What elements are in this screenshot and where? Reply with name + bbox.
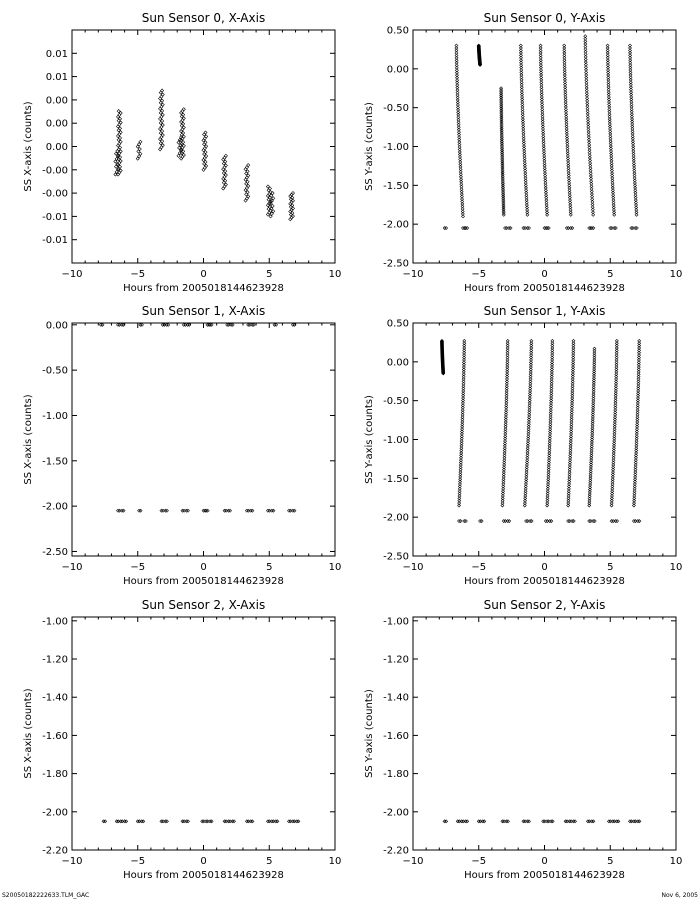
- y-tick-label: -1.50: [42, 456, 68, 468]
- data-point: [160, 115, 163, 118]
- x-tick-label: −10: [402, 856, 424, 867]
- x-tick-label: 10: [669, 269, 683, 280]
- y-axis-label: SS X-axis (counts): [23, 101, 34, 192]
- y-tick-label: -1.00: [383, 616, 409, 628]
- y-tick-label: 0.00: [45, 142, 68, 153]
- y-tick-label: -1.00: [42, 616, 68, 628]
- data-point: [181, 128, 184, 131]
- y-tick-label: -2.00: [383, 219, 409, 231]
- y-tick-label: -0.50: [42, 365, 68, 377]
- y-tick-label: -1.40: [383, 692, 409, 704]
- data-point: [203, 147, 206, 150]
- y-tick-label: -1.80: [383, 769, 409, 781]
- footer-file-label: S20050182222633.TLM_GAC: [2, 892, 90, 899]
- y-tick-label: -1.00: [42, 410, 68, 422]
- x-tick-label: 10: [328, 856, 342, 867]
- data-point: [245, 176, 248, 179]
- plot-frame: [72, 617, 335, 850]
- x-tick-label: 5: [607, 562, 614, 573]
- plot-frame: [72, 323, 335, 556]
- panel-title: Sun Sensor 0, Y-Axis: [483, 11, 606, 25]
- panel-title: Sun Sensor 1, Y-Axis: [483, 304, 606, 318]
- x-tick-label: −5: [130, 562, 146, 573]
- y-axis-label: SS X-axis (counts): [23, 394, 34, 485]
- y-tick-label: 0.50: [386, 318, 409, 330]
- data-point: [118, 113, 121, 116]
- panel-title: Sun Sensor 1, X-Axis: [141, 304, 266, 318]
- data-point: [181, 109, 184, 112]
- y-tick-label: -0.00: [42, 188, 68, 200]
- y-axis-label: SS Y-axis (counts): [364, 102, 375, 191]
- y-tick-label: -2.20: [383, 845, 409, 857]
- x-tick-label: −10: [61, 856, 83, 867]
- data-point: [245, 166, 248, 169]
- x-tick-label: −5: [471, 562, 487, 573]
- data-point: [160, 89, 163, 92]
- panel-title: Sun Sensor 2, X-Axis: [141, 598, 266, 612]
- data-point: [202, 168, 205, 171]
- x-tick-label: −5: [130, 269, 146, 280]
- y-axis-label: SS X-axis (counts): [23, 688, 34, 779]
- y-tick-label: -1.00: [383, 142, 409, 153]
- x-tick-label: 5: [266, 562, 273, 573]
- y-tick-label: -1.50: [383, 473, 409, 485]
- x-axis-label: Hours from 2005018144623928: [123, 870, 284, 881]
- data-point: [160, 136, 163, 139]
- x-tick-label: −10: [402, 562, 424, 573]
- y-tick-label: -2.00: [42, 807, 68, 819]
- y-tick-label: -1.60: [42, 730, 68, 742]
- x-tick-label: 5: [607, 856, 614, 867]
- x-tick-label: 0: [200, 562, 207, 573]
- data-point: [245, 186, 248, 189]
- y-tick-label: 0.00: [386, 357, 409, 369]
- data-point: [244, 199, 247, 202]
- panel-ss2-y: [364, 598, 682, 881]
- y-tick-label: -0.01: [42, 235, 68, 247]
- x-axis-label: Hours from 2005018144623928: [464, 576, 625, 587]
- footer-date-label: Nov 6, 2005: [661, 892, 698, 899]
- x-tick-label: 5: [266, 856, 273, 867]
- x-axis-label: Hours from 2005018144623928: [123, 283, 284, 294]
- x-tick-label: 10: [328, 269, 342, 280]
- y-tick-label: 0.00: [45, 95, 68, 107]
- y-tick-label: -0.00: [42, 165, 68, 177]
- y-tick-label: -2.00: [42, 501, 68, 513]
- data-point: [180, 157, 183, 160]
- data-point: [224, 154, 227, 157]
- plot-frame: [413, 617, 676, 850]
- x-tick-label: 5: [266, 269, 273, 280]
- y-tick-label: -0.50: [383, 103, 409, 115]
- y-tick-label: -1.20: [383, 654, 409, 666]
- y-tick-label: 0.00: [45, 118, 68, 130]
- data-point: [181, 155, 184, 158]
- x-tick-label: −10: [61, 562, 83, 573]
- x-axis-label: Hours from 2005018144623928: [464, 870, 625, 881]
- x-tick-label: 0: [200, 856, 207, 867]
- y-tick-label: -1.80: [42, 769, 68, 781]
- y-tick-label: -1.60: [383, 730, 409, 742]
- y-tick-label: -1.40: [42, 692, 68, 704]
- x-tick-label: 10: [328, 562, 342, 573]
- y-tick-label: 0.00: [45, 320, 68, 332]
- x-tick-label: 10: [669, 856, 683, 867]
- y-tick-label: -2.00: [383, 807, 409, 819]
- data-point: [223, 156, 226, 159]
- x-axis-label: Hours from 2005018144623928: [123, 576, 284, 587]
- data-point: [160, 105, 163, 108]
- data-point: [203, 137, 206, 140]
- y-tick-label: -2.00: [383, 512, 409, 524]
- y-axis-label: SS Y-axis (counts): [364, 689, 375, 778]
- y-tick-label: -0.01: [42, 211, 68, 223]
- x-tick-label: −5: [130, 856, 146, 867]
- y-tick-label: -2.20: [42, 845, 68, 857]
- y-axis-label: SS Y-axis (counts): [364, 395, 375, 484]
- data-point: [118, 123, 121, 126]
- data-point: [223, 185, 226, 188]
- x-tick-label: 5: [607, 269, 614, 280]
- data-point: [118, 142, 121, 145]
- x-tick-label: −10: [402, 269, 424, 280]
- y-tick-label: 0.01: [45, 48, 68, 60]
- panel-title: Sun Sensor 2, Y-Axis: [483, 598, 606, 612]
- data-point: [204, 131, 207, 134]
- x-tick-label: 0: [541, 856, 548, 867]
- panel-ss0-x: [23, 11, 341, 294]
- data-point: [223, 175, 226, 178]
- data-point: [160, 95, 163, 98]
- x-tick-label: 0: [541, 562, 548, 573]
- y-tick-label: -2.50: [383, 258, 409, 270]
- y-tick-label: -1.50: [383, 180, 409, 192]
- y-tick-label: 0.00: [386, 64, 409, 76]
- data-point: [181, 119, 184, 122]
- data-point: [203, 156, 206, 159]
- data-point: [266, 213, 269, 216]
- data-point: [118, 133, 121, 136]
- panel-ss1-x: [23, 304, 341, 587]
- data-point: [159, 148, 162, 151]
- data-point: [245, 197, 248, 200]
- panel-ss0-y: [364, 11, 682, 294]
- y-tick-label: 0.01: [45, 72, 68, 84]
- data-point: [247, 164, 250, 167]
- data-point: [160, 146, 163, 149]
- x-tick-label: −5: [471, 856, 487, 867]
- y-tick-label: -0.50: [383, 396, 409, 408]
- panel-title: Sun Sensor 0, X-Axis: [141, 11, 266, 25]
- x-tick-label: 10: [669, 562, 683, 573]
- y-tick-label: 0.50: [386, 25, 409, 37]
- panel-ss1-y: [364, 304, 682, 587]
- data-point: [182, 108, 185, 111]
- data-point: [160, 125, 163, 128]
- y-tick-label: -1.00: [383, 435, 409, 446]
- data-point: [223, 166, 226, 169]
- x-tick-label: 0: [200, 269, 207, 280]
- y-tick-label: -2.50: [383, 551, 409, 563]
- x-tick-label: 0: [541, 269, 548, 280]
- x-tick-label: −5: [471, 269, 487, 280]
- y-tick-label: -1.20: [42, 654, 68, 666]
- x-axis-label: Hours from 2005018144623928: [464, 283, 625, 294]
- data-point: [203, 166, 206, 169]
- data-point: [222, 187, 225, 190]
- y-tick-label: -2.50: [42, 546, 68, 558]
- x-tick-label: −10: [61, 269, 83, 280]
- panel-ss2-x: [23, 598, 341, 881]
- plot-frame: [72, 30, 335, 263]
